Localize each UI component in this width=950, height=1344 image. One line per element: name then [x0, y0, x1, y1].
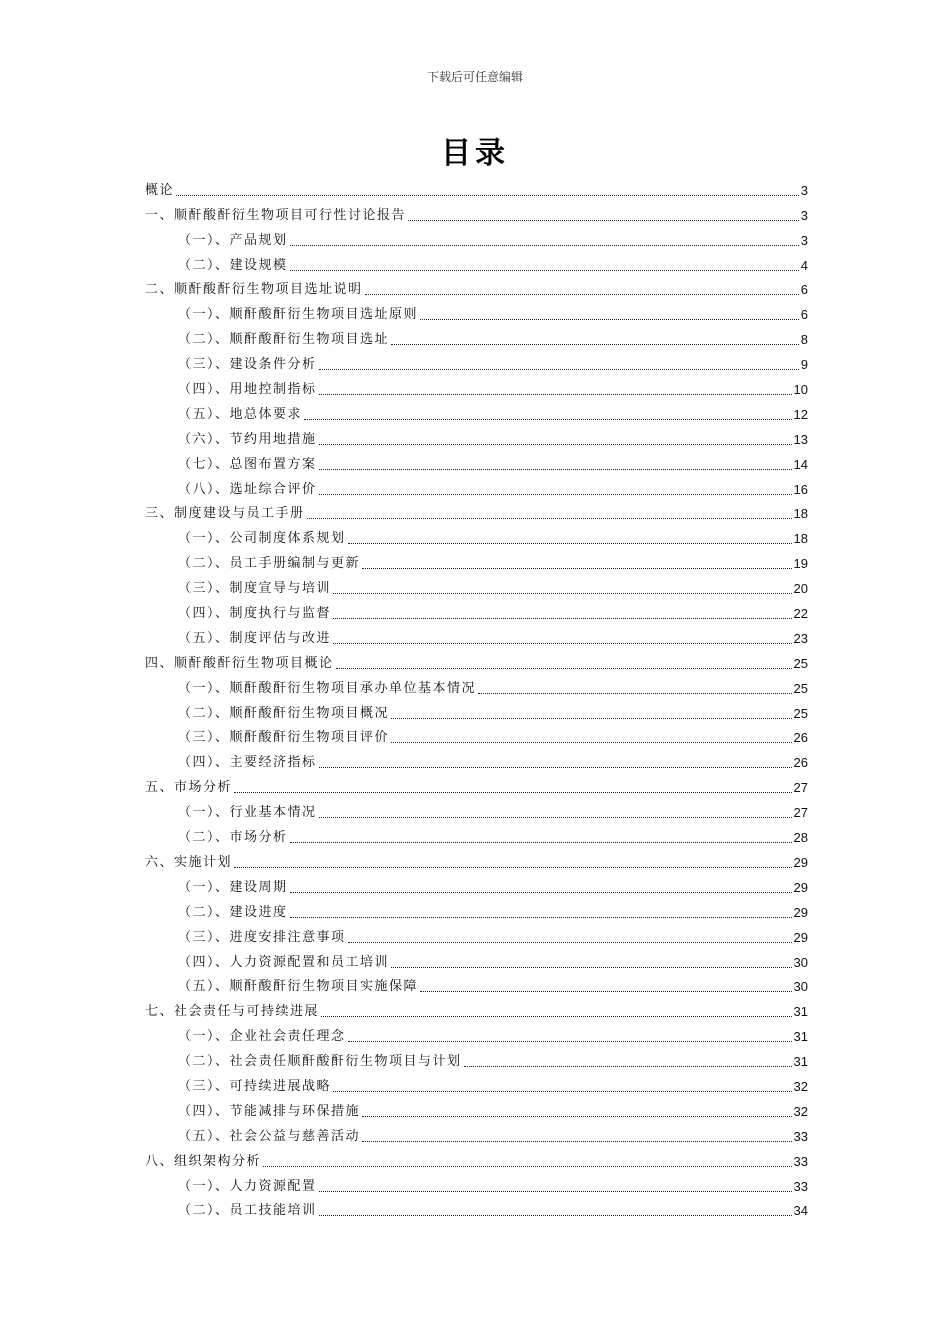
toc-entry-title: （二）、建设进度	[178, 904, 288, 920]
toc-dot-leader	[319, 1191, 792, 1192]
toc-entry-page: 31	[793, 1029, 808, 1045]
toc-entry[interactable]	[145, 250, 808, 275]
toc-entry-page: 33	[793, 1128, 808, 1144]
toc-entry-page: 23	[793, 630, 808, 646]
toc-entry-title: （一）、人力资源配置	[178, 1178, 317, 1194]
toc-dot-leader	[348, 1041, 792, 1042]
toc-dot-leader	[391, 742, 792, 743]
table-of-contents	[145, 175, 808, 1220]
toc-entry[interactable]	[145, 897, 808, 922]
toc-dot-leader	[290, 892, 792, 893]
toc-entry-page: 13	[793, 431, 808, 447]
toc-entry[interactable]	[145, 747, 808, 772]
toc-entry[interactable]	[145, 349, 808, 374]
header-note: 下载后可任意编辑	[426, 70, 523, 84]
toc-entry-title: 四、顺酐酸酐衍生物项目概论	[145, 655, 334, 671]
toc-dot-leader	[319, 369, 799, 370]
toc-entry[interactable]	[145, 723, 808, 748]
toc-entry[interactable]	[145, 1021, 808, 1046]
toc-entry-title: （三）、进度安排注意事项	[178, 929, 346, 945]
toc-entry[interactable]	[145, 972, 808, 997]
toc-entry[interactable]	[145, 1071, 808, 1096]
toc-entry[interactable]	[145, 1046, 808, 1071]
page-title: 目录	[441, 136, 509, 171]
toc-entry-title: （二）、顺酐酸酐衍生物项目选址	[178, 332, 390, 348]
toc-entry-title: （七）、总图布置方案	[178, 456, 317, 472]
toc-dot-leader	[307, 518, 792, 519]
toc-entry-title: 八、组织架构分析	[145, 1153, 262, 1169]
toc-entry-page: 14	[793, 456, 808, 472]
toc-entry[interactable]	[145, 1096, 808, 1121]
toc-dot-leader	[420, 991, 792, 992]
toc-dot-leader	[420, 319, 799, 320]
toc-entry-title: 二、顺酐酸酐衍生物项目选址说明	[145, 282, 363, 298]
toc-entry-page: 10	[793, 382, 808, 398]
toc-entry-page: 29	[793, 854, 808, 870]
toc-entry-page: 3	[800, 182, 808, 198]
toc-entry[interactable]	[145, 648, 808, 673]
toc-entry-page: 27	[793, 780, 808, 796]
toc-dot-leader	[290, 917, 792, 918]
toc-dot-leader	[304, 419, 792, 420]
toc-dot-leader	[234, 867, 792, 868]
toc-entry[interactable]	[145, 673, 808, 698]
toc-entry[interactable]	[145, 275, 808, 300]
toc-entry[interactable]	[145, 797, 808, 822]
toc-entry[interactable]	[145, 1196, 808, 1221]
toc-dot-leader	[319, 394, 792, 395]
toc-entry-page: 16	[793, 481, 808, 497]
toc-entry[interactable]	[145, 225, 808, 250]
toc-dot-leader	[333, 643, 792, 644]
toc-entry-page: 6	[800, 282, 808, 298]
toc-entry-title: （二）、建设规模	[178, 257, 288, 273]
toc-entry-page: 29	[793, 879, 808, 895]
toc-entry-page: 3	[800, 207, 808, 223]
toc-entry-title: （四）、制度执行与监督	[178, 606, 332, 622]
toc-entry-title: 五、市场分析	[145, 780, 233, 796]
toc-entry[interactable]	[145, 374, 808, 399]
toc-entry-title: （三）、顺酐酸酐衍生物项目评价	[178, 730, 390, 746]
toc-entry[interactable]	[145, 1146, 808, 1171]
toc-entry[interactable]	[145, 573, 808, 598]
toc-dot-leader	[348, 942, 792, 943]
toc-dot-leader	[333, 1091, 792, 1092]
toc-entry-page: 4	[800, 257, 808, 273]
toc-entry[interactable]	[145, 499, 808, 524]
toc-entry-page: 3	[800, 232, 808, 248]
toc-entry-title: （六）、节约用地措施	[178, 431, 317, 447]
toc-entry-title: （二）、顺酐酸酐衍生物项目概况	[178, 705, 390, 721]
toc-entry-title: （五）、顺酐酸酐衍生物项目实施保障	[178, 979, 419, 995]
toc-dot-leader	[336, 668, 792, 669]
toc-entry-title: （四）、用地控制指标	[178, 382, 317, 398]
toc-entry-page: 27	[793, 805, 808, 821]
toc-dot-leader	[234, 792, 792, 793]
toc-entry[interactable]	[145, 299, 808, 324]
toc-dot-leader	[362, 568, 792, 569]
toc-entry-page: 19	[793, 556, 808, 572]
toc-entry-page: 33	[793, 1178, 808, 1194]
toc-entry[interactable]	[145, 200, 808, 225]
toc-entry-title: （五）、地总体要求	[178, 406, 303, 422]
toc-entry[interactable]	[145, 449, 808, 474]
toc-entry[interactable]	[145, 872, 808, 897]
toc-entry-title: （二）、员工技能培训	[178, 1203, 317, 1219]
toc-entry-title: 概论	[145, 182, 175, 198]
toc-entry-page: 20	[793, 581, 808, 597]
toc-dot-leader	[319, 444, 792, 445]
toc-entry-page: 6	[800, 307, 808, 323]
toc-entry-title: （二）、市场分析	[178, 830, 288, 846]
toc-entry[interactable]	[145, 847, 808, 872]
toc-entry-page: 28	[793, 830, 808, 846]
toc-entry-title: （二）、员工手册编制与更新	[178, 556, 361, 572]
toc-dot-leader	[319, 494, 792, 495]
toc-entry-title: （五）、制度评估与改进	[178, 630, 332, 646]
toc-entry-page: 8	[800, 332, 808, 348]
toc-dot-leader	[333, 618, 792, 619]
toc-entry-title: （一）、产品规划	[178, 232, 288, 248]
toc-dot-leader	[321, 1016, 792, 1017]
toc-entry-page: 29	[793, 904, 808, 920]
toc-entry-page: 18	[793, 506, 808, 522]
toc-entry-page: 31	[793, 1054, 808, 1070]
toc-entry-page: 25	[793, 680, 808, 696]
toc-entry[interactable]	[145, 1121, 808, 1146]
toc-entry-title: （一）、建设周期	[178, 879, 288, 895]
toc-dot-leader	[362, 1141, 792, 1142]
toc-dot-leader	[319, 767, 792, 768]
toc-entry-title: （一）、顺酐酸酐衍生物项目选址原则	[178, 307, 419, 323]
toc-dot-leader	[319, 817, 792, 818]
toc-entry-title: （一）、公司制度体系规划	[178, 531, 346, 547]
toc-entry-page: 25	[793, 705, 808, 721]
toc-entry[interactable]	[145, 324, 808, 349]
toc-entry-title: 三、制度建设与员工手册	[145, 506, 305, 522]
toc-entry-title: （一）、企业社会责任理念	[178, 1029, 346, 1045]
toc-dot-leader	[365, 294, 799, 295]
toc-dot-leader	[290, 842, 792, 843]
toc-entry-title: （二）、社会责任顺酐酸酐衍生物项目与计划	[178, 1054, 462, 1070]
toc-entry-page: 26	[793, 755, 808, 771]
toc-entry-page: 32	[793, 1078, 808, 1094]
toc-dot-leader	[319, 469, 792, 470]
toc-entry-title: （三）、可持续进展战略	[178, 1078, 332, 1094]
toc-entry-page: 32	[793, 1103, 808, 1119]
toc-dot-leader	[464, 1066, 792, 1067]
toc-dot-leader	[348, 543, 792, 544]
toc-entry-page: 34	[793, 1203, 808, 1219]
toc-dot-leader	[391, 344, 799, 345]
toc-dot-leader	[290, 245, 799, 246]
toc-entry[interactable]	[145, 922, 808, 947]
toc-entry-page: 25	[793, 655, 808, 671]
toc-entry-page: 31	[793, 1004, 808, 1020]
toc-entry-title: （八）、选址综合评价	[178, 481, 317, 497]
toc-entry[interactable]	[145, 822, 808, 847]
toc-entry[interactable]	[145, 772, 808, 797]
toc-entry-title: （四）、主要经济指标	[178, 755, 317, 771]
toc-entry-page: 9	[800, 357, 808, 373]
toc-dot-leader	[391, 718, 792, 719]
toc-entry-title: （一）、行业基本情况	[178, 805, 317, 821]
toc-entry-title: （五）、社会公益与慈善活动	[178, 1128, 361, 1144]
toc-dot-leader	[478, 693, 792, 694]
toc-entry-title: （四）、人力资源配置和员工培训	[178, 954, 390, 970]
toc-entry-page: 29	[793, 929, 808, 945]
toc-entry-page: 33	[793, 1153, 808, 1169]
toc-dot-leader	[290, 270, 799, 271]
toc-entry[interactable]	[145, 424, 808, 449]
toc-entry-page: 30	[793, 954, 808, 970]
toc-entry[interactable]	[145, 399, 808, 424]
toc-dot-leader	[263, 1166, 792, 1167]
toc-entry-title: （三）、建设条件分析	[178, 357, 317, 373]
toc-entry[interactable]	[145, 523, 808, 548]
toc-entry-page: 22	[793, 606, 808, 622]
toc-entry[interactable]	[145, 623, 808, 648]
toc-entry[interactable]	[145, 1171, 808, 1196]
toc-entry-title: （一）、顺酐酸酐衍生物项目承办单位基本情况	[178, 680, 477, 696]
toc-entry-page: 18	[793, 531, 808, 547]
toc-dot-leader	[362, 1116, 792, 1117]
toc-entry[interactable]	[145, 698, 808, 723]
toc-entry[interactable]	[145, 548, 808, 573]
toc-entry-title: 七、社会责任与可持续进展	[145, 1004, 320, 1020]
toc-dot-leader	[333, 593, 792, 594]
toc-entry[interactable]	[145, 996, 808, 1021]
toc-entry-page: 30	[793, 979, 808, 995]
toc-dot-leader	[176, 195, 799, 196]
toc-entry[interactable]	[145, 598, 808, 623]
toc-entry-title: （四）、节能减排与环保措施	[178, 1103, 361, 1119]
toc-entry-page: 26	[793, 730, 808, 746]
toc-entry[interactable]	[145, 175, 808, 200]
toc-entry[interactable]	[145, 947, 808, 972]
toc-entry[interactable]	[145, 474, 808, 499]
toc-entry-page: 12	[793, 406, 808, 422]
toc-entry-title: 一、顺酐酸酐衍生物项目可行性讨论报告	[145, 207, 407, 223]
toc-dot-leader	[391, 967, 792, 968]
toc-dot-leader	[408, 220, 799, 221]
toc-entry-title: 六、实施计划	[145, 854, 233, 870]
toc-entry-title: （三）、制度宣导与培训	[178, 581, 332, 597]
toc-dot-leader	[319, 1215, 792, 1216]
